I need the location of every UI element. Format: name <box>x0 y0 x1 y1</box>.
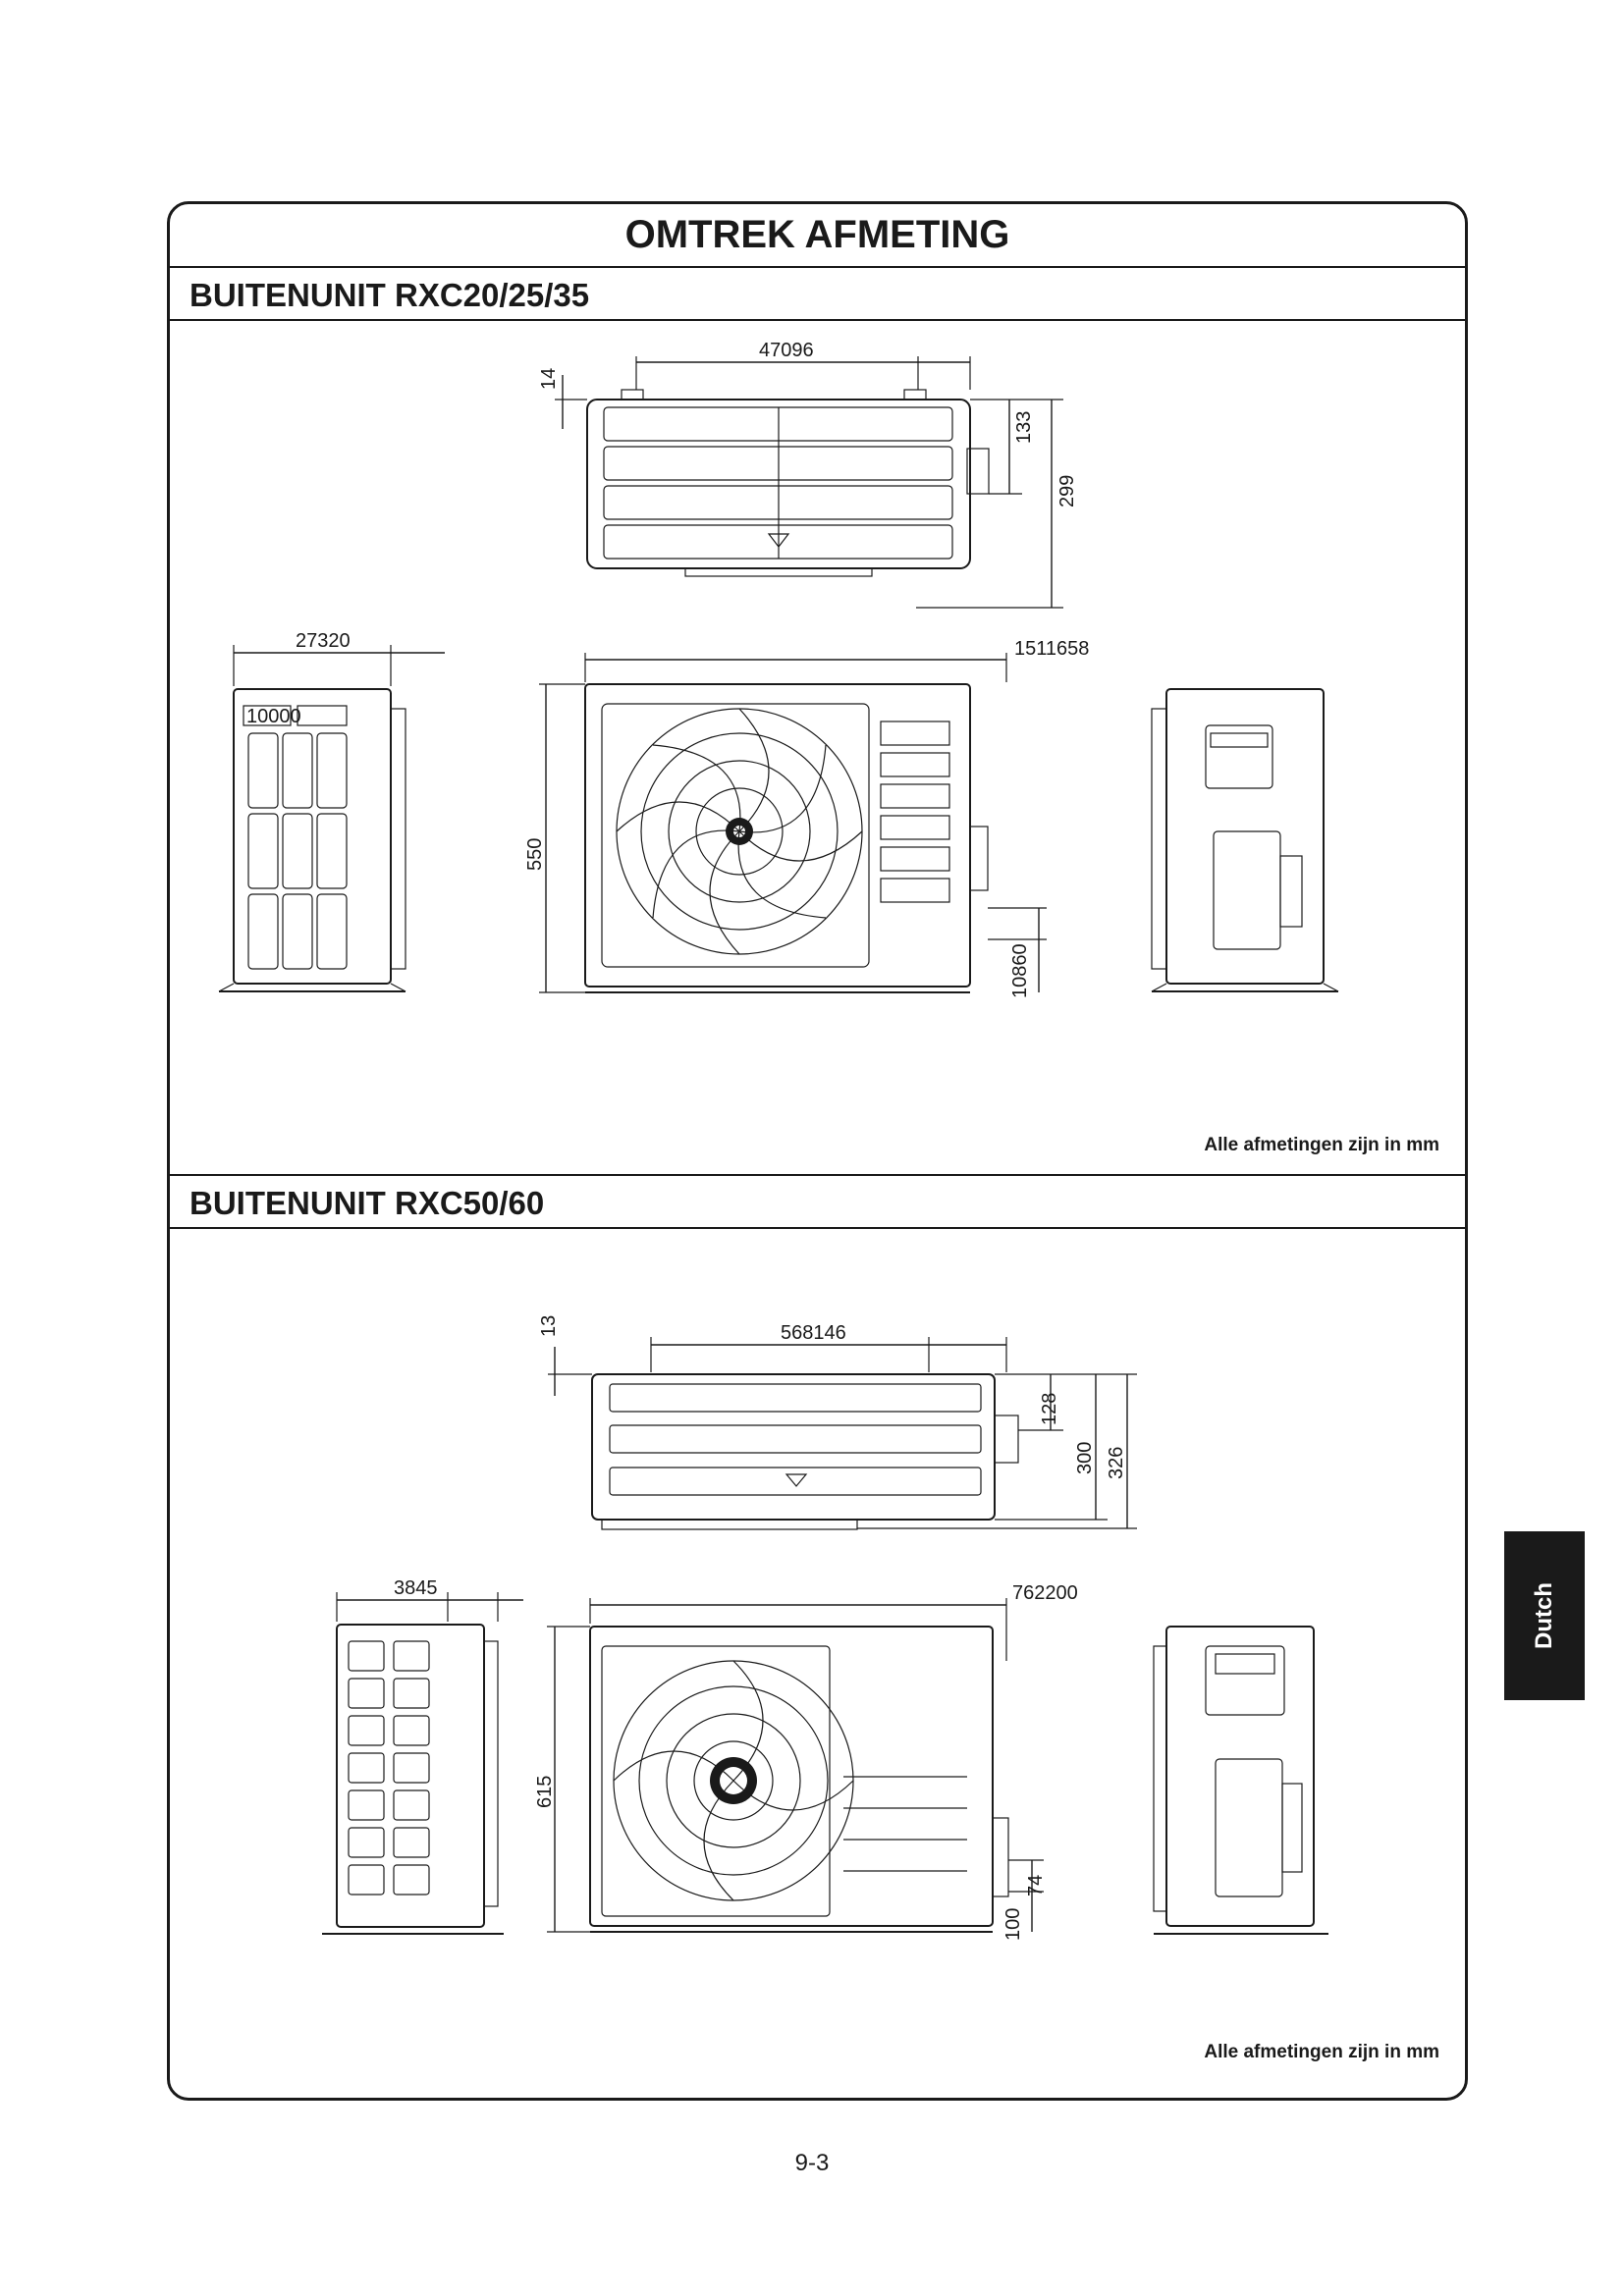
side-view-left <box>219 689 406 991</box>
side-view-left-dimensions <box>234 630 445 686</box>
dimension-frame <box>167 201 1468 2101</box>
units-note: Alle afmetingen zijn in mm <box>1204 2042 1439 2062</box>
units-note: Alle afmetingen zijn in mm <box>1204 1135 1439 1155</box>
dim-height: 550 <box>524 837 546 871</box>
dim-valve-height: 10860 <box>1009 943 1031 998</box>
drawing-rxc50-60 <box>170 1229 1466 2073</box>
front-view-unit <box>585 684 988 992</box>
top-view-unit <box>587 390 989 576</box>
dim-valve-height-a: 74 <box>1025 1874 1047 1896</box>
dim-side-width: 3845 <box>394 1577 438 1599</box>
dim-top-offset: 13 <box>538 1314 560 1337</box>
language-tab-label: Dutch <box>1531 1582 1557 1649</box>
page-title: OMTREK AFMETING <box>170 204 1465 268</box>
side-view-right <box>1152 689 1338 991</box>
dim-top-depth-small: 133 <box>1013 410 1035 444</box>
dim-top-depth-total: 326 <box>1106 1446 1127 1479</box>
page-number: 9-3 <box>794 2150 830 2176</box>
dim-side-width: 27320 <box>296 630 351 652</box>
label-plate-text: 10000 <box>246 706 301 727</box>
top-view-unit <box>592 1374 1018 1529</box>
section-rxc50-60 <box>170 1176 1465 2099</box>
dim-height: 615 <box>534 1775 556 1808</box>
side-view-right <box>1154 1627 1328 1934</box>
side-view-left-dimensions <box>337 1577 523 1622</box>
dim-top-width: 568146 <box>781 1322 846 1344</box>
section-rxc20-25-35 <box>170 268 1465 1176</box>
side-view-left <box>322 1625 504 1934</box>
dim-top-depth-total: 299 <box>1056 474 1078 507</box>
dim-top-width: 47096 <box>759 340 814 361</box>
section-heading: BUITENUNIT RXC50/60 <box>170 1176 1465 1229</box>
section-heading: BUITENUNIT RXC20/25/35 <box>170 268 1465 321</box>
drawing-rxc20-25-35 <box>170 321 1466 1165</box>
front-view-dimensions <box>524 638 1089 998</box>
dim-front-width: 762200 <box>1012 1582 1078 1604</box>
dim-top-offset: 14 <box>538 367 560 390</box>
dim-top-depth-small: 128 <box>1039 1392 1060 1425</box>
front-view-unit <box>590 1627 1008 1932</box>
language-tab <box>1504 1531 1585 1700</box>
top-view-dimensions <box>538 1315 1137 1528</box>
dim-top-depth-mid: 300 <box>1074 1441 1096 1474</box>
dim-valve-height-b: 100 <box>1002 1907 1024 1941</box>
dim-front-width: 1511658 <box>1014 638 1090 660</box>
